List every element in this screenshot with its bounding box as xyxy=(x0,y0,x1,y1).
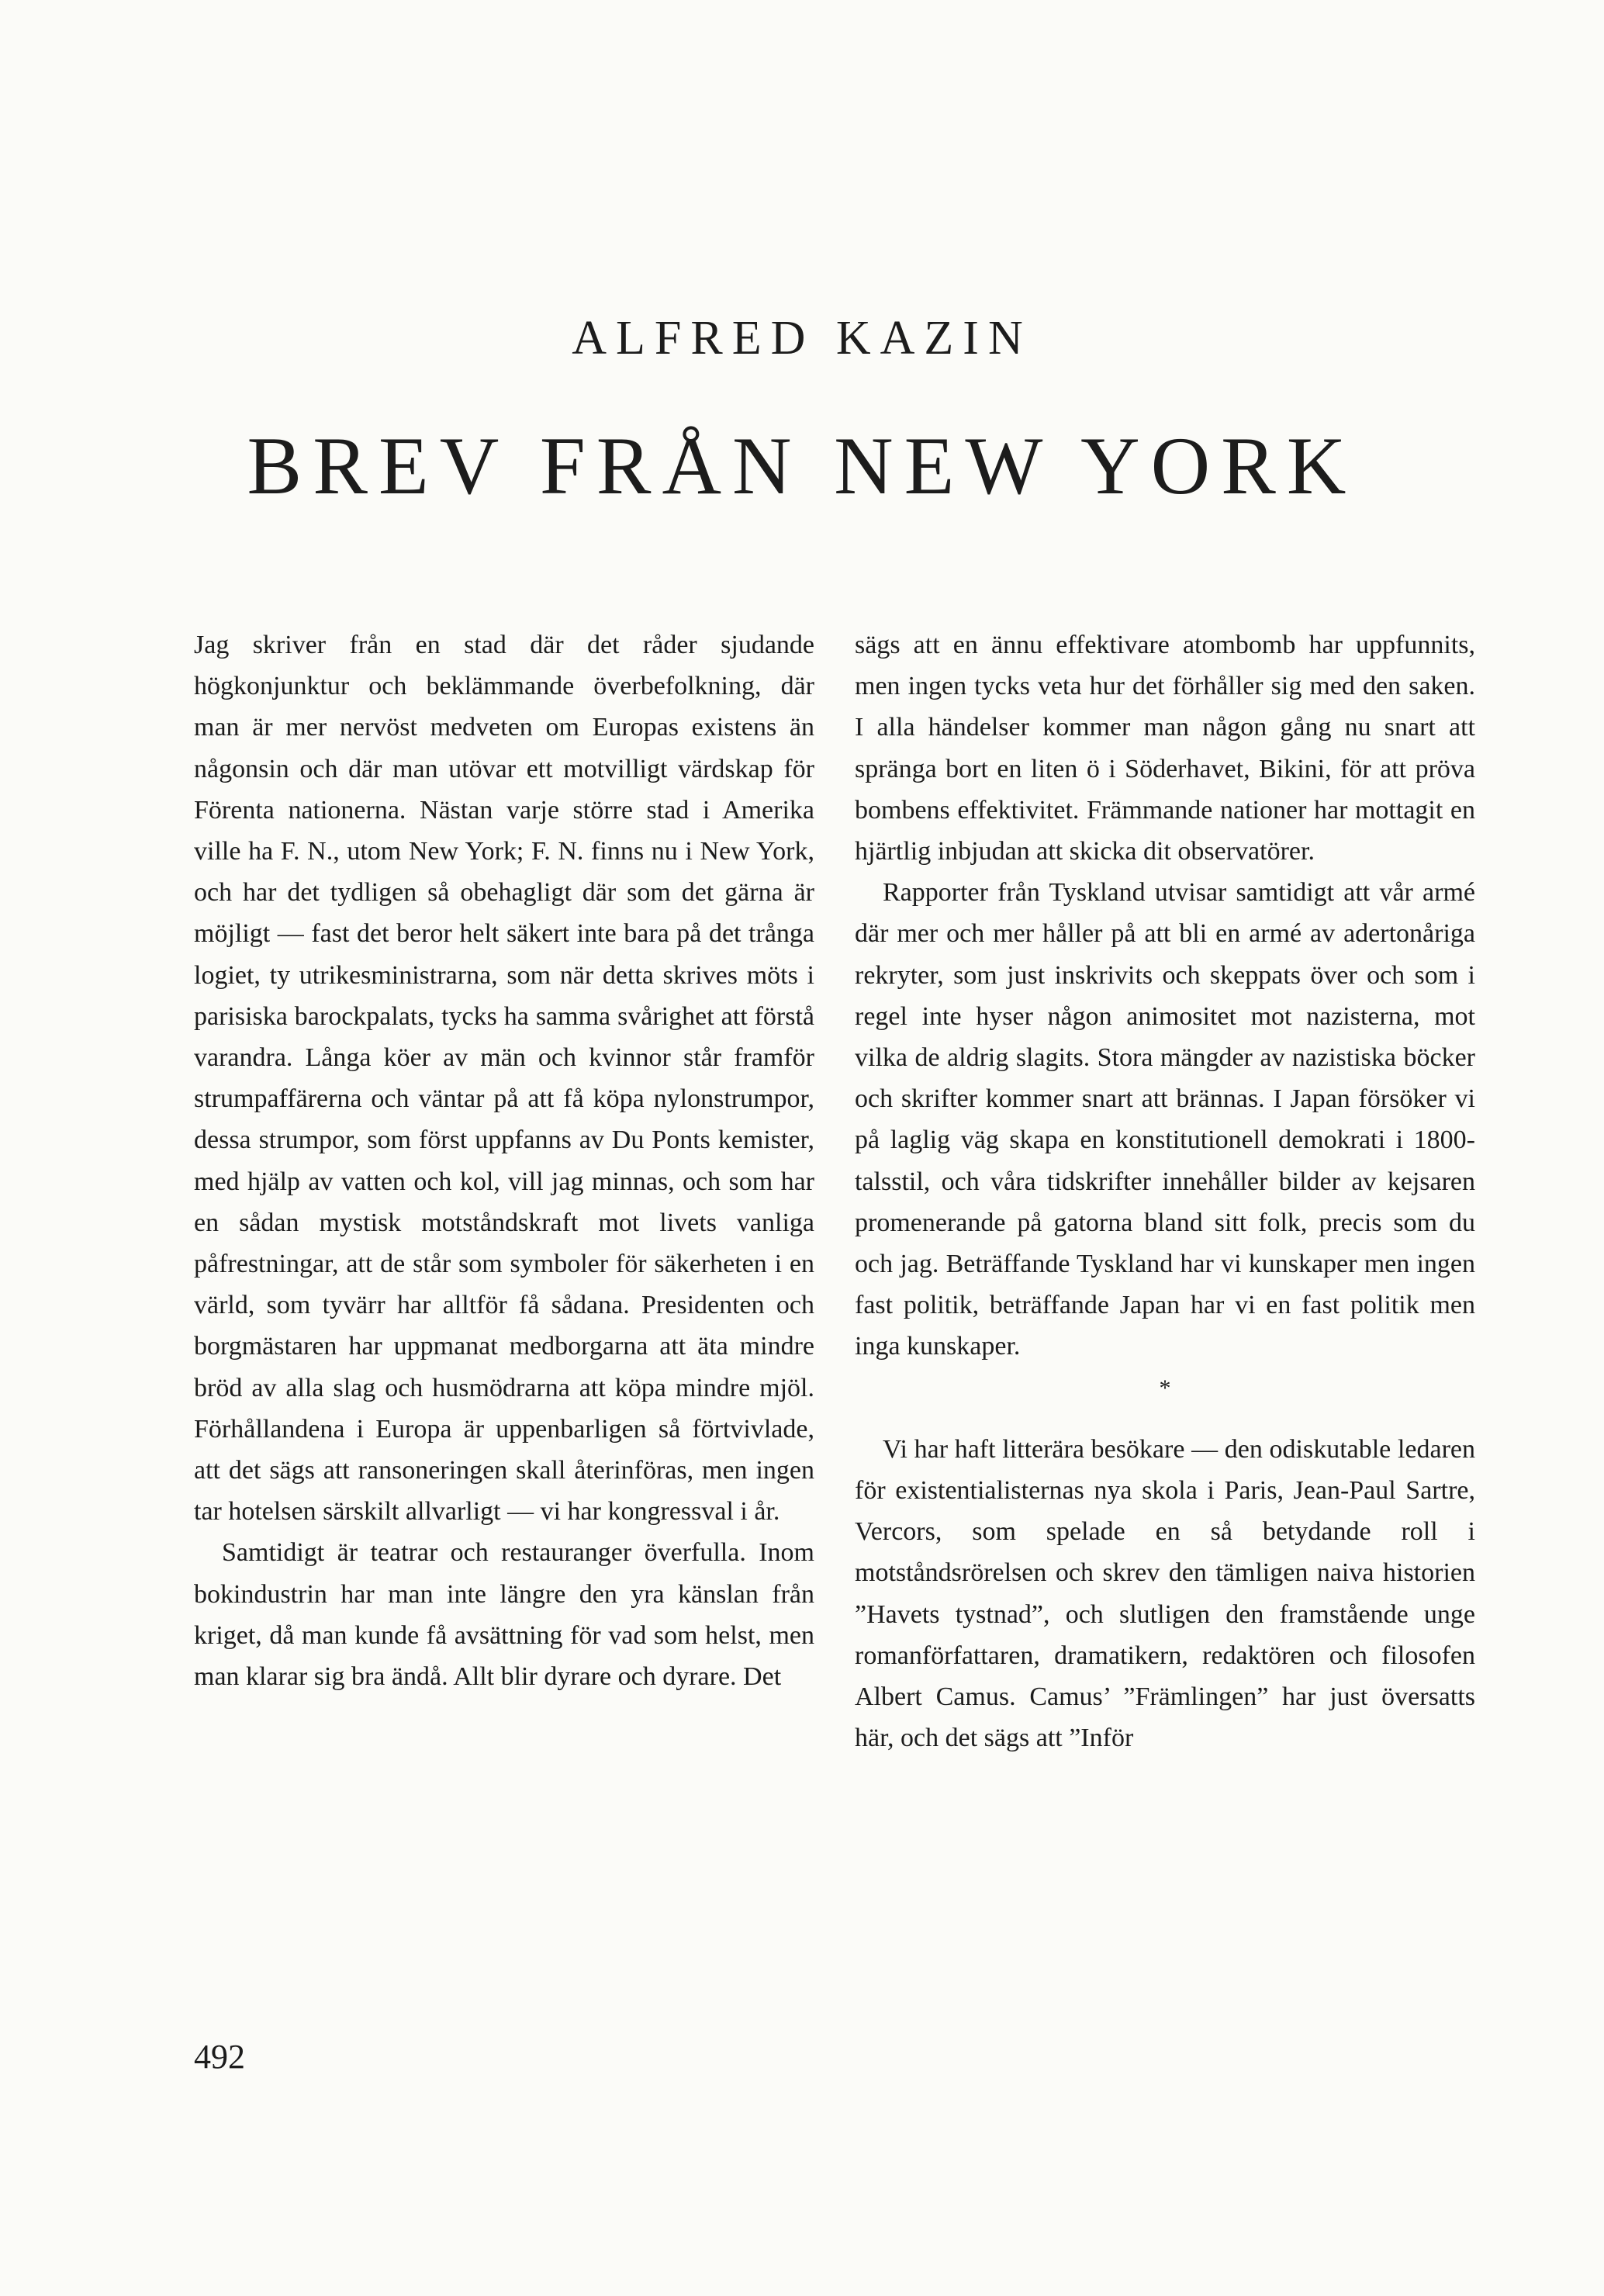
author-name: ALFRED KAZIN xyxy=(572,312,1032,365)
left-column xyxy=(194,624,814,1697)
page-number: 492 xyxy=(194,2038,245,2076)
section-separator: * xyxy=(1159,1374,1171,1401)
paragraph-3: sägs att en ännu effektivare atombomb har uppfunnits, men ingen tycks veta hur det förhåller sig med den saken. I alla händelser kommer man någon gång nu snart att spränga bort en liten ö i Söderhavet, Bikini, för att pröva bombens effektivitet. Främmande nationer har mottagit en hjärtlig inbjudan att skicka dit observatörer. xyxy=(855,631,1475,866)
right-column xyxy=(855,624,1475,1758)
section-gap xyxy=(855,1409,1475,1429)
paragraph-4: Rapporter från Tyskland utvisar samtidigt att vår armé där mer och mer håller på att bli en armé av adertonåriga rekryter, som just inskrivits och skeppats över och som i regel inte hyser någon animositet mot nazisterna, mot vilka de aldrig slagits. Stora mängder av nazistiska böcker och skrifter kommer snart att brännas. I Japan försöker vi på laglig väg skapa en konstitutionell demokrati i 1800-talsstil, och våra tidskrifter innehåller bilder av kejsaren promenerande på gatorna bland sitt folk, precis som du och jag. Beträffande Tyskland har vi kunskaper men ingen fast politik, beträffande Japan har vi en fast politik men inga kunskaper. xyxy=(855,878,1475,1361)
paragraph-1: Jag skriver från en stad där det råder sjudande högkonjunktur och beklämmande överbefolkning, där man är mer nervöst medveten om Europas existens än någonsin och där man utövar ett motvilligt värdskap för Förenta nationerna. Nästan varje större stad i Amerika ville ha F. N., utom New York; F. N. finns nu i New York, och har det tydligen så obehagligt där som det gärna är möjligt — fast det beror helt säkert inte bara på det trånga logiet, ty utrikesministrarna, som när detta skrives möts i parisiska barockpalats, tycks ha samma svårighet att förstå varandra. Långa köer av män och kvinnor står framför strumpaffärerna och väntar på att få köpa nylonstrumpor, dessa strumpor, som först uppfanns av Du Ponts kemister, med hjälp av vatten och kol, vill jag minnas, och som har en sådan mystisk motståndskraft mot livets vanliga påfrestningar, att de står som symboler för säkerheten i en värld, som tyvärr har alltför få sådana. Presidenten och borgmästaren har uppmanat medborgarna att äta mindre bröd av alla slag och husmödrarna att köpa mindre mjöl. Förhållandena i Europa är uppenbarligen så förtvivlade, att det sägs att ransoneringen skall återinföras, men ingen tar hotelsen särskilt allvarligt — vi har kongressval i år. xyxy=(194,631,814,1527)
article-title: BREV FRÅN NEW YORK xyxy=(247,420,1357,511)
paragraph-5: Vi har haft litterära besökare — den odiskutable ledaren för existentialisternas nya skola i Paris, Jean-Paul Sartre, Vercors, som spelade en så betydande roll i motståndsrörelsen och skrev den tämligen naiva historien ”Havets tystnad”, och slutligen den framstående unge romanförfattaren, dramatikern, redaktören och filosofen Albert Camus. Camus’ ”Främlingen” har just översatts här, och det sägs att ”Inför xyxy=(855,1434,1475,1753)
paragraph-2: Samtidigt är teatrar och restauranger överfulla. Inom bokindustrin har man inte längre den yra känslan från kriget, då man kunde få avsättning för vad som helst, men man klarar sig bra ändå. Allt blir dyrare och dyrare. Det xyxy=(194,1538,814,1692)
